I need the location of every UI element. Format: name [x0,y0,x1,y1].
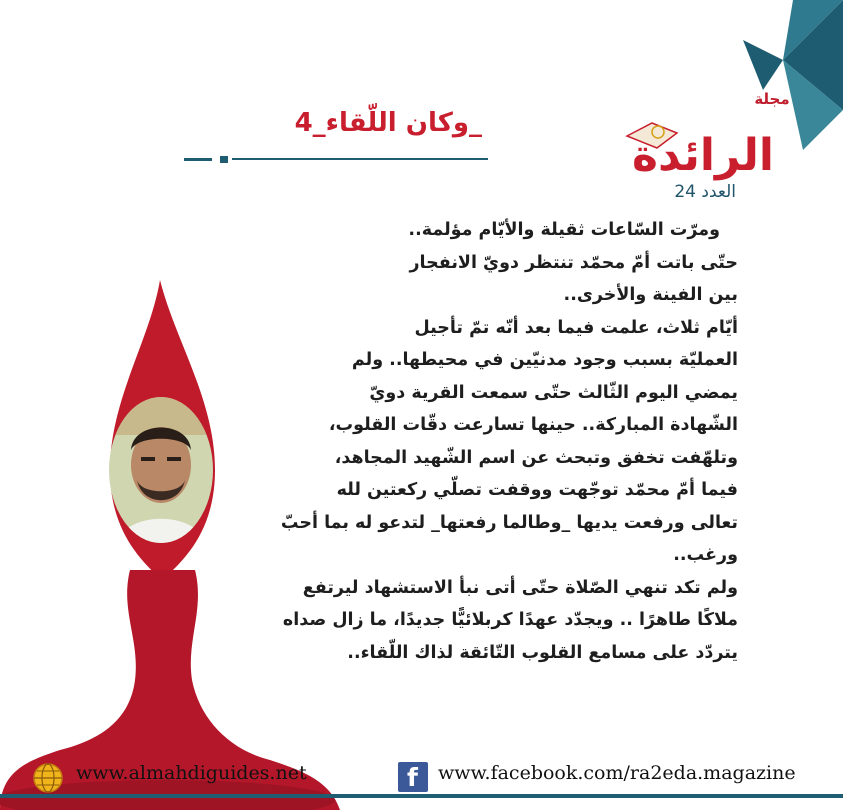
body-line: وتلهّفت تخفق وتبحث عن اسم الشّهيد المجاهد، [334,447,738,468]
body-line: العمليّة بسبب وجود مدنيّين في محيطها.. ولم [351,350,738,370]
footer [0,758,843,798]
body-line: ومرّت السّاعات ثقيلة والأيّام مؤلمة.. [408,220,720,240]
body-line: الشّهادة المباركة.. حينها تسارعت دقّات القلوب، [328,415,738,435]
body-line: ولم تكد تنهي الصّلاة حتّى أتى نبأ الاستشهاد ليرتفع [302,577,738,598]
body-line: ورغب.. [673,545,738,565]
facebook-letter: f [407,763,418,792]
logo-top-text: مجلة [754,90,790,108]
body-line: أيّام ثلاث، علمت فيما بعد أنّه تمّ تأجيل [414,317,738,338]
body-line: بين الفينة والأخرى.. [563,285,738,305]
globe-icon [33,763,63,793]
website-link[interactable]: www.almahdiguides.net [76,762,307,784]
body-line: ملاكًا طاهرًا .. ويجدّد عهدًا كربلائيًّا جديدًا، ما زال صداه [282,610,738,630]
article-title: وكان اللّقاء_4_ [294,108,482,138]
article-body [88,214,738,669]
body-line: يتردّد على مسامع القلوب التّائقة لذاك اللّقاء.. [347,642,738,663]
body-line: فيما أمّ محمّد توجّهت ووقفت تصلّي ركعتين لله [336,480,738,500]
body-line: يمضي اليوم الثّالث حتّى سمعت القرية دويّ [369,382,738,403]
footer-rule [0,794,843,798]
issue-number: العدد 24 [674,182,736,202]
facebook-link[interactable]: www.facebook.com/ra2eda.magazine [438,762,796,784]
body-line: تعالى ورفعت يديها _وطالما رفعتها_ لتدعو له بما أحبّ [280,512,738,533]
logo-main-text: الرائدة [632,130,774,181]
body-line: حتّى باتت أمّ محمّد تنتظر دويّ الانفجار [409,252,738,273]
facebook-icon [398,762,428,792]
title-underline [184,155,488,165]
